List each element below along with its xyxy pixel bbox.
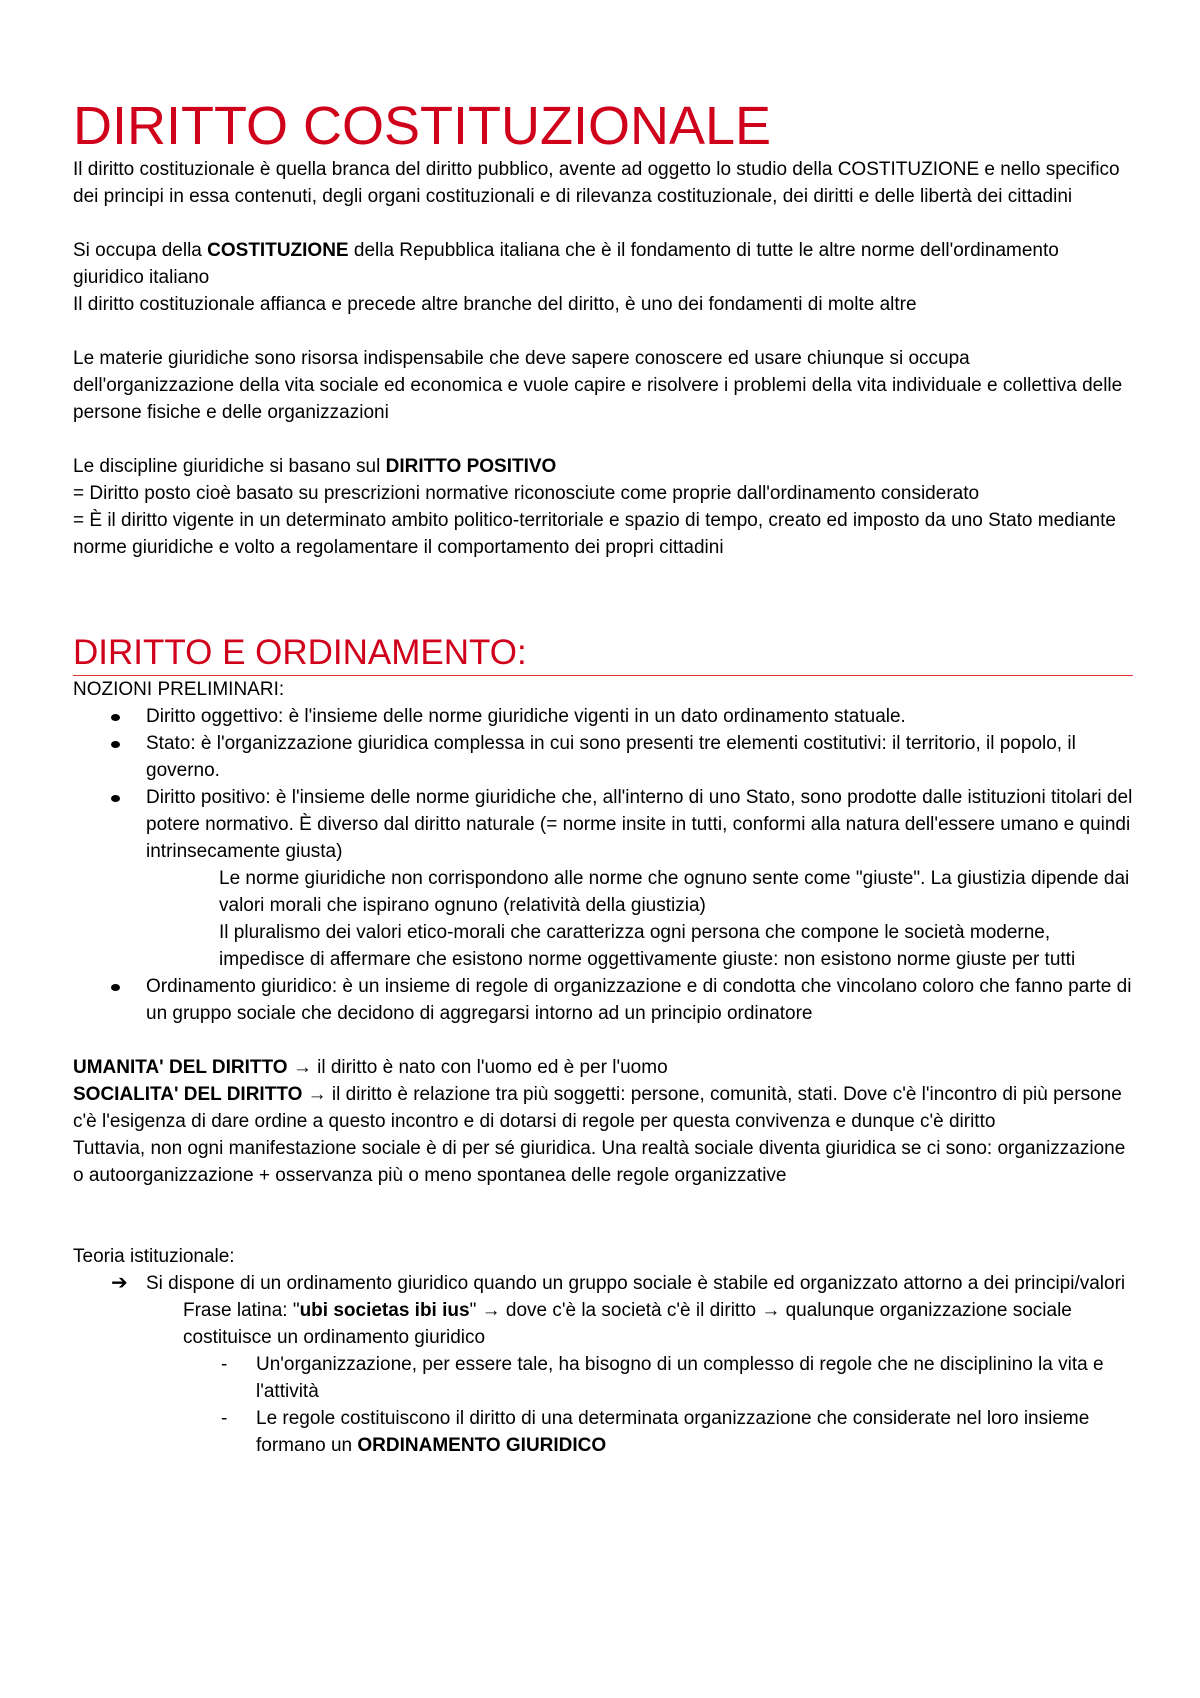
intro-paragraph-2: Si occupa della COSTITUZIONE della Repubblica italiana che è il fondamento di tutte le altre norme dell'ordinamento giuridico italiano [73, 240, 1059, 288]
frase-latina: Frase latina: "ubi societas ibi ius" → dove c'è la società c'è il diritto → qualunque organizzazione sociale costituisce un ordinamento giuridico [183, 1300, 1072, 1348]
dash-list-item: - Le regole costituiscono il diritto di una determinata organizzazione che considerate nel loro insieme formano un ORDINAMENTO GIURIDICO [73, 1405, 1133, 1459]
arrow-bullet-icon: ➔ [111, 1272, 128, 1294]
bullet-list-2 [73, 973, 1133, 1027]
indented-note-1: Le norme giuridiche non corrispondono alle norme che ognuno sente come "giuste". La giustizia dipende dai valori morali che ispirano ognuno (relatività della giustizia) [219, 868, 1130, 916]
dash-bullet-icon: - [221, 1354, 228, 1375]
intro-paragraph-6: = Diritto posto cioè basato su prescrizioni normative riconosciute come proprie dall'ordinamento considerato [73, 483, 980, 504]
dash-bullet-icon: - [221, 1408, 228, 1429]
intro-paragraph-1: Il diritto costituzionale è quella branca del diritto pubblico, avente ad oggetto lo studio della COSTITUZIONE e nello specifico dei principi in essa contenuti, degli organi costituzionali e di rilevanza costituzionale, dei diritti e delle libertà dei cittadini [73, 159, 1120, 207]
right-arrow-icon: → [292, 1057, 312, 1078]
umanita-paragraph: UMANITA' DEL DIRITTO → il diritto è nato con l'uomo ed è per l'uomo [73, 1057, 668, 1078]
list-item: Diritto positivo: è l'insieme delle norme giuridiche che, all'interno di uno Stato, sono prodotte dalle istituzioni titolari del potere normativo. È diverso dal diritto naturale (= norme insite in tutti, conformi alla natura dell'essere umano e quindi intrinsecamente giusta) [73, 784, 1133, 865]
bold-costituzione: COSTITUZIONE [207, 240, 349, 261]
socialita-paragraph: SOCIALITA' DEL DIRITTO → il diritto è relazione tra più soggetti: persone, comunità, stati. Dove c'è l'incontro di più persone c'è l'esigenza di dare ordine a questo incontro e di dotarsi di regole per questa convivenza e dunque c'è diritto [73, 1084, 1122, 1132]
list-item: Stato: è l'organizzazione giuridica complessa in cui sono presenti tre elementi costitutivi: il territorio, il popolo, il governo. [73, 730, 1133, 784]
tuttavia-paragraph: Tuttavia, non ogni manifestazione sociale è di per sé giuridica. Una realtà sociale diventa giuridica se ci sono: organizzazione o autoorganizzazione + osservanza più o meno spontanea delle regole organizzative [73, 1138, 1126, 1186]
arrow-list-item: ➔ Si dispone di un ordinamento giuridico quando un gruppo sociale è stabile ed organizzato attorno a dei principi/valori [73, 1270, 1133, 1297]
intro-paragraph-7: = È il diritto vigente in un determinato ambito politico-territoriale e spazio di tempo, creato ed imposto da uno Stato mediante norme giuridiche e volto a regolamentare il comportamento dei propri cittadini [73, 510, 1116, 558]
teoria-label: Teoria istituzionale: [73, 1246, 235, 1267]
page-title: DIRITTO COSTITUZIONALE [73, 96, 772, 156]
indented-note-2: Il pluralismo dei valori etico-morali che caratterizza ogni persona che compone le società moderne, impedisce di affermare che esistono norme oggettivamente giuste: non esistono norme giuste per tutti [219, 922, 1076, 970]
intro-paragraph-4: Le materie giuridiche sono risorsa indispensabile che deve sapere conoscere ed usare chiunque si occupa dell'organizzazione della vita sociale ed economica e vuole capire e risolvere i problemi della vita individuale e collettiva delle persone fisiche e delle organizzazioni [73, 348, 1123, 423]
section-heading: DIRITTO E ORDINAMENTO: [73, 633, 1133, 676]
list-item: Ordinamento giuridico: è un insieme di regole di organizzazione e di condotta che vincolano coloro che fanno parte di un gruppo sociale che decidono di aggregarsi intorno ad un principio ordinatore [73, 973, 1133, 1027]
bullet-icon [111, 984, 120, 991]
dash-list-item: - Un'organizzazione, per essere tale, ha bisogno di un complesso di regole che ne disciplinino la vita e l'attività [73, 1351, 1133, 1405]
right-arrow-icon: → [307, 1084, 327, 1105]
bullet-icon [111, 714, 120, 721]
bullet-list [73, 703, 1133, 865]
bullet-icon [111, 741, 120, 748]
section-subheading: NOZIONI PRELIMINARI: [73, 679, 285, 700]
document-page [73, 96, 1133, 1459]
intro-paragraph-5: Le discipline giuridiche si basano sul DIRITTO POSITIVO [73, 456, 557, 477]
list-item: Diritto oggettivo: è l'insieme delle norme giuridiche vigenti in un dato ordinamento statuale. [73, 703, 1133, 730]
intro-paragraph-3: Il diritto costituzionale affianca e precede altre branche del diritto, è uno dei fondamenti di molte altre [73, 294, 917, 315]
bullet-icon [111, 795, 120, 802]
bold-diritto-positivo: DIRITTO POSITIVO [385, 456, 557, 477]
